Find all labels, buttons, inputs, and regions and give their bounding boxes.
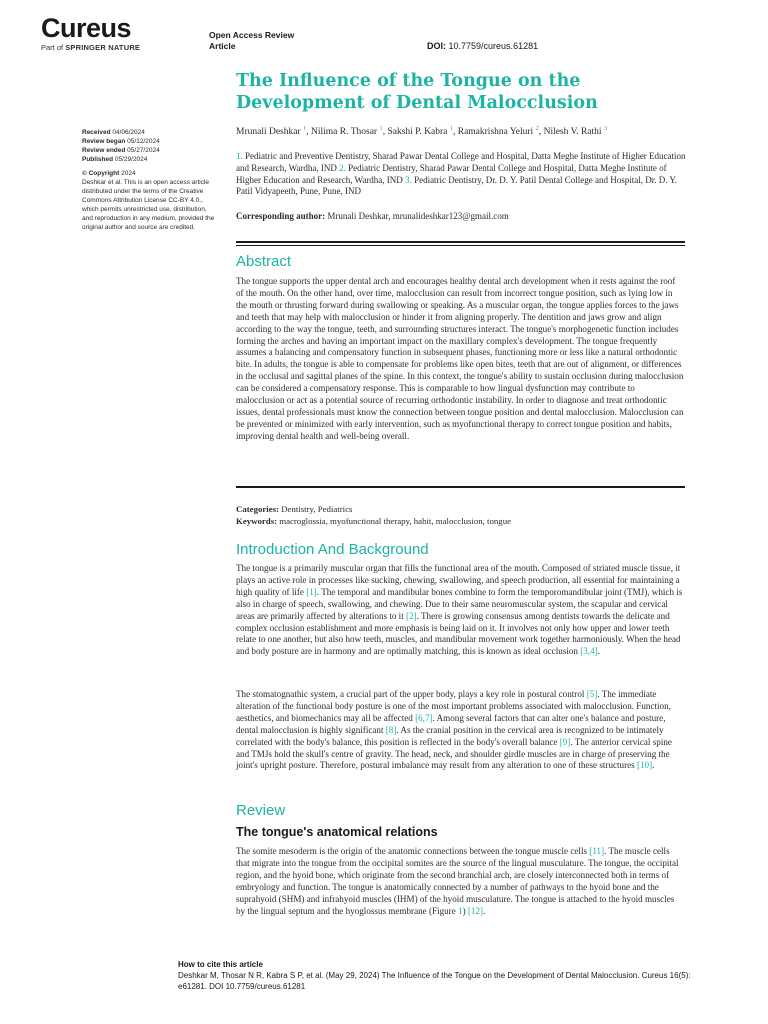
how-to-cite-text: Deshkar M, Thosar N R, Kabra S P, et al. (May 29, 2024) The Influence of the Tongue on the Development of Dental Malocclusion. Cureus 16(5): e61281. DOI 10.7759/cureus.61281 [178,971,691,991]
reference-link[interactable]: [11] [589,846,605,856]
paragraph-text: ) [462,905,468,916]
meta-review-ended [82,146,217,155]
author-affiliation-number: 1 [379,125,383,132]
logo-sub-brand: SPRINGER NATURE [65,43,141,52]
abstract-heading: Abstract [236,253,292,270]
received-label: Received [82,129,111,136]
abstract-text: The tongue supports the upper dental arch and encourages healthy dental arch development when it rests against the roof of the mouth. On the other hand, over time, malocclusion can result from incorrect tongue position, such as lying low in the mouth or thrusting forward during swallowing or speaking. As a muscular organ, the tongue applies forces to the jaws and teeth that may help with malocclusion or hinder it from aligning properly. The dentition and jaws grow and align according to the way the tongue, teeth, and surrounding structures interact. The tongue's morphogenetic function includes forming the arches and having an important impact on the maxillary complex's development. The tongue frequently assumes a balancing and compensatory function in subsequent phases, functioning more or less like a natural orthodontic bite. In adults, the tongue is able to compensate for problems like open bites, teeth that are out of alignment, or differences in the occlusal and sagittal planes of the spine. In this context, the tongue's ability to sustain occlusion during malocclusion can be considered a compensatory response. This is comparable to how lingual dysfunction may contribute to malocclusion or act as a potential source of recurring orthodontic instability. In order to diagnose and treat orthodontic issues, dental professionals must know the connection between tongue position and dental malocclusion. Malocclusion can be prevented or minimized with early intervention, such as myofunctional therapy to correct tongue position and habits, improving dental health and well-being overall. [236,276,684,441]
affiliation-text: Pediatric and Preventive Dentistry, Sharad Pawar Dental College and Hospital, Datta Meghe Institute of Higher Education and Research, Wardha, IND [236,151,686,173]
paragraph-text: . Among several factors that can alter one's balance and posture, dental malocclusion is highly significant [236,712,666,735]
affiliation-text: Pediatric Dentistry, Sharad Pawar Dental College and Hospital, Datta Meghe Institute of Higher Education and Research, Wardha, IND [236,162,667,185]
meta-copyright [82,169,217,178]
author-name[interactable]: Nilima R. Thosar [311,127,378,138]
cureus-logo[interactable] [41,14,140,52]
logo-wordmark: Cureus [41,13,132,43]
abstract-top-rule-thin [236,245,685,246]
review-ended-date: 05/27/2024 [125,147,160,154]
categories-label: Categories: [236,504,279,514]
affiliation-number: 3. [405,174,412,185]
author-affiliation-number: 1 [449,125,453,132]
reference-link[interactable]: [5] [586,689,598,699]
review-heading: Review [236,802,286,819]
paragraph-text: . As the cranial position in the cervical area is recognized to be intimately correlated with the body's balance, this position is reflected in the body's overall balance [236,724,664,747]
reference-link[interactable]: [2] [406,610,417,621]
author-name[interactable]: Nilesh V. Rathi [543,127,602,138]
categories-block [236,503,684,527]
published-label: Published [82,156,114,163]
paragraph-text: . There is growing consensus among dentists towards the delicate and complex occlusion establishment and more emphasis is being laid on it. It involves not only how upper and lower teeth relate to one another, but also how teeth, muscles, and mandibular movement work together harmoniously. When the head and body posture are in harmony and are optimally matching, this is known as ideal occlusion [236,610,681,657]
article-meta [82,128,217,232]
paragraph-text: The tongue is a primarily muscular organ that fills the functional area of the mouth. Composed of striated muscle tissue, it plays an active role in processes like sucking, chewing, swallowing, and speech production, all essential for maintaining a high quality of life [236,563,681,597]
meta-published [82,155,217,164]
author-separator: , [382,127,388,138]
review-began-label: Review began [82,138,126,145]
author-affiliation-number: 2 [535,125,539,132]
how-to-cite [178,959,708,992]
license-text: Deshkar et al. This is an open access article distributed under the terms of the Creative Commons Attribution License CC-BY 4.0., which permits unrestricted use, distribution, and reproduction in any medium, provided the original author and source are credited. [82,179,215,231]
reference-link[interactable]: [10] [636,760,653,771]
paragraph-text: . The temporal and mandibular bones combine to form the temporomandibular joint (TMJ), which is also in charge of speech, swallowing, and chewing. Due to their same neuromuscular system, the scapular and cervical areas are primarily affected by alterations to it [236,586,683,621]
author-name[interactable]: Ramakrishna Yeluri [457,127,534,138]
review-subheading: The tongue's anatomical relations [236,825,438,839]
copyright-year: 2024 [119,170,136,177]
review-began-date: 05/12/2024 [125,138,160,145]
reference-link[interactable]: 1 [458,905,463,916]
author-separator: , [538,127,544,138]
affiliation-number: 1. [236,151,243,161]
doi-label: DOI: [427,41,446,51]
author-affiliation-number: 3 [603,125,608,132]
meta-received [82,128,217,137]
intro-paragraph-2 [236,689,684,772]
author-separator: , [306,127,312,138]
author-separator: , [452,127,458,138]
categories-value: Dentistry, Pediatrics [279,504,353,514]
paragraph-text: The stomatognathic system, a crucial part of the upper body, plays a key role in postural control [236,689,587,699]
reference-link[interactable]: [12] [467,905,484,916]
abstract-top-rule [236,241,685,243]
reference-link[interactable]: [9] [559,736,571,747]
corresponding-label: Corresponding author: [236,211,326,221]
keywords-value: macroglossia, myofunctional therapy, habit, malocclusion, tongue [277,516,512,526]
reference-link[interactable]: [1] [306,586,317,597]
paragraph-text: . [652,760,655,771]
corresponding-value[interactable]: Mrunali Deshkar, mrunalideshkar123@gmail.com [325,211,509,221]
abstract-bottom-rule [236,486,685,488]
reference-link[interactable]: [3,4] [580,646,598,657]
article-type-line2: Article [209,40,236,51]
article-title: The Influence of the Tongue on the Development of Dental Malocclusion [236,71,598,113]
doi-value[interactable]: 10.7759/cureus.61281 [448,41,539,51]
paragraph-text: The somite mesoderm is the origin of the anatomic connections between the tongue muscle cells [236,846,590,856]
author-name[interactable]: Sakshi P. Kabra [387,127,448,138]
paragraph-text: . The muscle cells that migrate into the tongue from the occipital somites are the source of the lingual musculature. The tongue, the occipital region, and the hyoid bone, which originate from the second branchial arch, are closely interconnected both in terms of embryology and function. The tongue is anatomically connected by a number of pathways to the hyoid bone and the suprahyoid (SHM) and infrahyoid muscles (IHM) of the hyoid musculature. The tongue is attached to the hyoid muscles by the lingual septum and the hyoglossus membrane (Figure [236,846,679,916]
doi [427,41,538,51]
published-date: 05/29/2024 [113,156,148,163]
paragraph-text: . The anterior cervical spine and TMJs hold the skull's centre of gravity. The head, neck, and shoulder girdle muscles are in charge of preserving the joint's upright posture. Therefore, postural imbalance may result from any alteration to one of these structures [236,736,672,771]
how-to-cite-label: How to cite this article [178,960,263,969]
affiliation-text: Pediatric Dentistry, Dr. D. Y. Patil Dental College and Hospital, Dr. D. Y. Patil Vidyapeeth, Pune, Pune, IND [236,174,677,197]
paragraph-text: . [597,646,600,657]
intro-heading: Introduction And Background [236,541,429,558]
corresponding-author [236,211,686,221]
keywords-row [236,515,684,527]
meta-review-began [82,137,217,146]
article-type [209,30,294,51]
logo-sub-prefix: Part of [41,43,64,52]
paragraph-text: . [483,905,486,916]
review-paragraph-1 [236,846,684,917]
copyright-label: © Copyright [82,170,120,177]
reference-link[interactable]: [8] [385,724,397,735]
logo-subline [41,43,140,52]
author-affiliation-number: 1 [303,125,307,132]
received-date: 04/06/2024 [110,129,145,136]
review-ended-label: Review ended [82,147,126,154]
author-list [236,123,696,138]
paragraph-text: . The immediate alteration of the functional body posture is one of the most important problems associated with malocclusion. Function, aesthetics, and biomechanics may all be affected [236,689,671,723]
reference-link[interactable]: [6,7] [415,712,433,723]
keywords-label: Keywords: [236,516,278,526]
categories-row [236,503,684,515]
article-type-line1: Open Access Review [209,30,295,40]
affiliation-number: 2. [339,162,346,173]
author-name[interactable]: Mrunali Deshkar [236,127,301,138]
intro-paragraph-1 [236,563,684,658]
affiliations [236,151,686,198]
